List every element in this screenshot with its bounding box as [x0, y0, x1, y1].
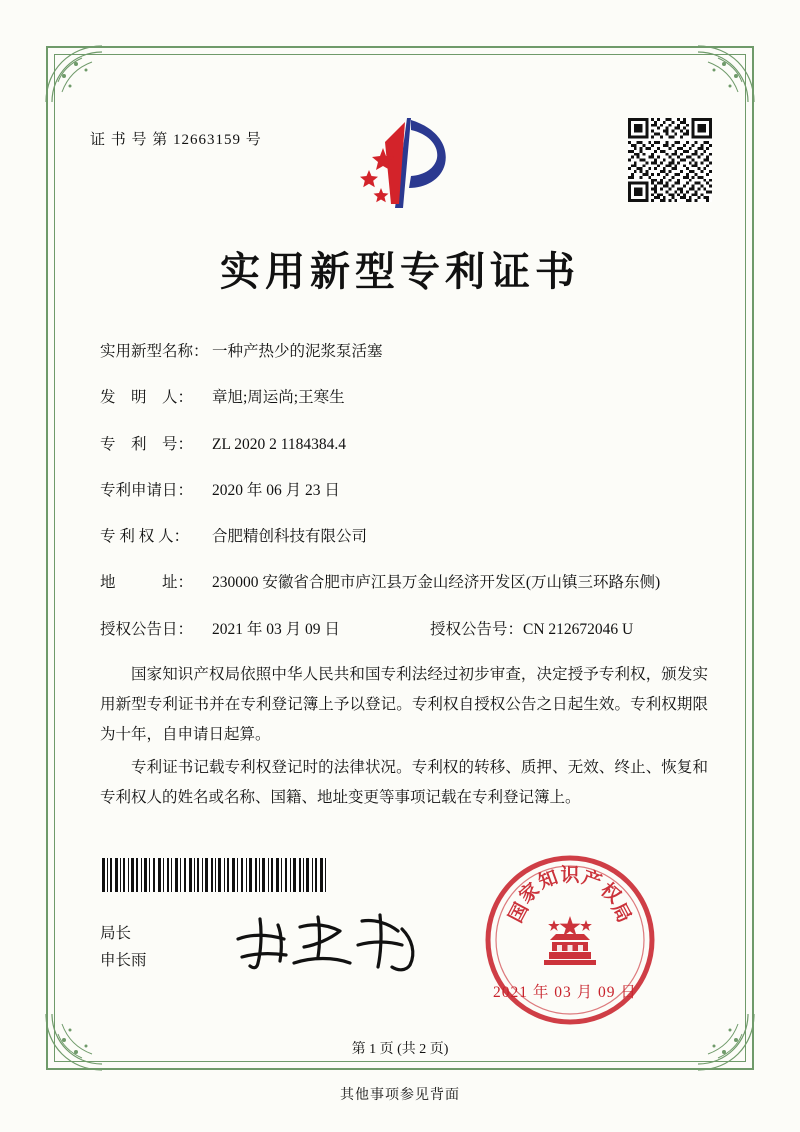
grant-date-value: 2021 年 03 月 09 日 [212, 620, 340, 638]
field-row [100, 386, 708, 409]
body-text [100, 660, 708, 815]
field-label: 地 址： [100, 574, 194, 592]
field-list [100, 340, 708, 653]
director-name: 申长雨 [100, 952, 147, 970]
seal-date: 2021 年 03 月 09 日 [493, 984, 637, 1001]
grant-date-label: 授权公告日： [100, 620, 194, 638]
svg-text:产: 产 [579, 866, 605, 894]
svg-text:识: 识 [560, 864, 580, 886]
field-row [100, 571, 708, 594]
body-paragraph-1: 国家知识产权局依照中华人民共和国专利法经过初步审查，决定授予专利权，颁发实用新型专利证书并在专利登记簿上予以登记。专利权自授权公告之日起生效。专利权期限为十年，自申请日起算。 [100, 666, 708, 744]
svg-text:知: 知 [535, 866, 561, 894]
field-row [100, 433, 708, 456]
field-row [100, 525, 708, 548]
footer-note: 其他事项参见背面 [340, 1088, 460, 1103]
page-indicator: 第 1 页 (共 2 页) [351, 1042, 449, 1057]
svg-text:权: 权 [596, 878, 626, 908]
field-value: 合肥精创科技有限公司 [212, 528, 368, 545]
barcode [100, 858, 328, 892]
cnipa-logo-icon [345, 112, 457, 212]
field-label: 实用新型名称： [100, 343, 209, 360]
official-seal [480, 850, 660, 1030]
field-value: 230000 安徽省合肥市庐江县万金山经济开发区(万山镇三环路东侧) [212, 574, 661, 592]
field-label: 专 利 权 人： [100, 528, 190, 545]
corner-ornament-icon [694, 42, 758, 106]
field-label: 专利申请日： [100, 481, 194, 499]
certificate-number: 证 书 号 第 12663159 号 [90, 132, 262, 148]
body-paragraph-2: 专利证书记载专利权登记时的法律状况。专利权的转移、质押、无效、终止、恢复和专利权人的姓名或名称、国籍、地址变更等事项记载在专利登记簿上。 [100, 758, 708, 806]
director-title-label: 局长 [100, 925, 132, 942]
field-value: 章旭;周运尚;王寒生 [212, 389, 345, 407]
field-label: 专 利 号： [100, 435, 194, 453]
grant-number-value: CN 212672046 U [523, 620, 634, 638]
signature-block [100, 920, 147, 974]
corner-ornament-icon [42, 42, 106, 106]
handwritten-signature-icon [230, 905, 430, 977]
field-value: ZL 2020 2 1184384.4 [212, 435, 347, 453]
field-row [100, 340, 708, 363]
field-row [100, 479, 708, 502]
qr-code-icon [628, 118, 712, 202]
field-label: 发 明 人： [100, 389, 194, 407]
page-title: 实用新型专利证书 [220, 248, 580, 295]
field-value: 2020 年 06 月 23 日 [212, 481, 340, 499]
svg-text:国: 国 [504, 899, 533, 927]
grant-info-row [100, 618, 708, 641]
svg-text:家: 家 [514, 878, 544, 908]
svg-text:局: 局 [607, 899, 636, 927]
grant-number-label: 授权公告号： [430, 620, 524, 638]
field-value: 一种产热少的泥浆泵活塞 [212, 343, 383, 360]
